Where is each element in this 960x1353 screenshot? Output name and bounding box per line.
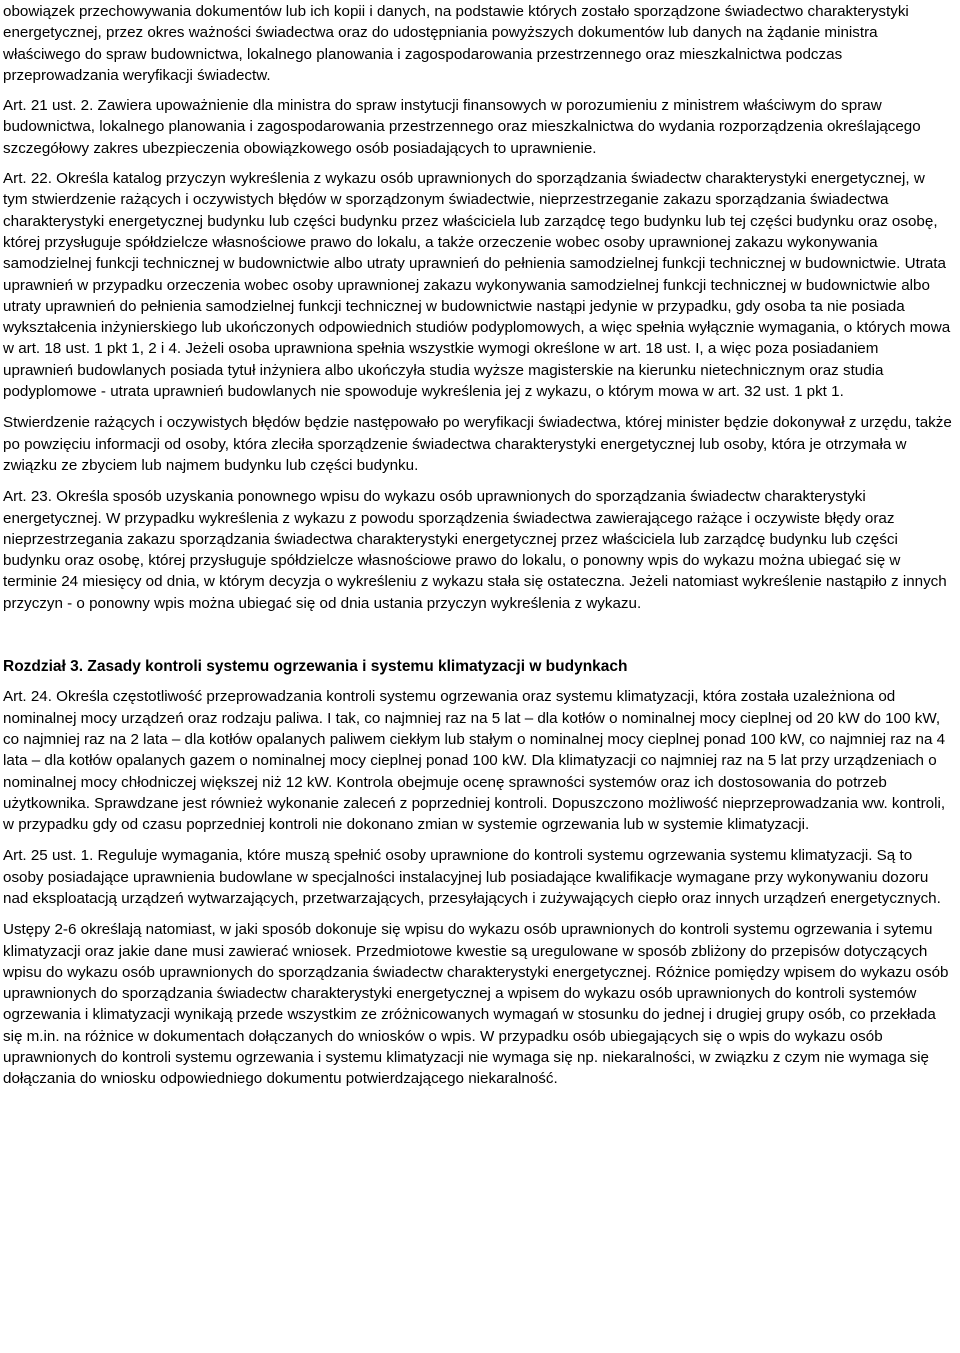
paragraph-storage-obligation: obowiązek przechowywania dokumentów lub ich kopii i danych, na podstawie których zostało sporządzone świadectwo charakterystyki energetycznej, przez okres ważności świadectwa oraz do udostępniania powyższych dokumentów lub danych na żądanie ministra właściwego do spraw budownictwa, lokalnego planowania i zagospodarowania przestrzennego oraz mieszkalnictwa podczas przeprowadzania weryfikacji świadectw. [3, 3, 909, 84]
paragraph-art-24: Art. 24. Określa częstotliwość przeprowadzania kontroli systemu ogrzewania oraz systemu klimatyzacji, która została uzależniona od nominalnej mocy urządzeń oraz rodzaju paliwa. I tak, co najmniej raz na 5 lat – dla kotłów o nominalnej mocy cieplnej od 20 kW do 100 kW, co najmniej raz na 2 lata – dla kotłów opalanych paliwem ciekłym lub stałym o nominalnej mocy cieplnej ponad 100 kW, co najmniej raz na 4 lata – dla kotłów opalanych gazem o nominalnej mocy cieplnej ponad 100 kW. Dla klimatyzacji co najmniej raz na 5 lat przy urządzeniach o nominalnej mocy chłodniczej większej niż 12 kW. Kontrola obejmuje ocenę sprawności systemów oraz ich dostosowania do potrzeb użytkownika. Sprawdzane jest również wykonanie zaleceń z poprzedniej kontroli. Dopuszczono możliwość nieprzeprowadzania ww. kontroli, w przypadku gdy od czasu poprzedniej kontroli nie dokonano zmian w systemie ogrzewania lub w systemie klimatyzacji. [3, 688, 946, 834]
paragraph-gap [3, 86, 952, 95]
paragraph-gap [3, 402, 952, 412]
paragraph-gap [3, 476, 952, 486]
section-heading: Rozdział 3. Zasady kontroli systemu ogrzewania i systemu klimatyzacji w budynkach [3, 658, 628, 676]
paragraph-gap [3, 159, 952, 168]
paragraph-gap [3, 909, 952, 919]
paragraph-errors-verification: Stwierdzenie rażących i oczywistych błędów będzie następowało po weryfikacji świadectwa, której minister będzie dokonywał z urzędu, także po powzięciu informacji od osoby, która zleciła sporządzenie świadectwa charakterystyki energetycznej lub osoby, która je otrzymała w związku ze zbyciem lub najmem budynku lub części budynku. [3, 414, 952, 474]
paragraph-registration: Ustępy 2-6 określają natomiast, w jaki sposób dokonuje się wpisu do wykazu osób uprawnionych do kontroli systemu ogrzewania i sytemu klimatyzacji oraz jakie dane musi zawierać wniosek. Przedmiotowe kwestie są uregulowane w sposób zbliżony do przepisów dotyczących wpisu do wykazu osób uprawnionych do sporządzania świadectw charakterystyki energetycznej. Różnice pomiędzy wpisem do wykazu osób uprawnionych do sporządzania świadectw charakterystyki energetycznej a wpisem do wykazu osób uprawnionych do kontroli systemów ogrzewania i klimatyzacji wynikają przede wszystkim ze zróżnicowanych wymagań w stosunku do jednej i drugiej grupy osób, co przekłada się m.in. na różnice w dokumentach dołączanych do wniosków o wpis. W przypadku osób ubiegających się o wpis do wykazu osób uprawnionych do kontroli systemu ogrzewania i systemu klimatyzacji nie wymaga się np. niekaralności, w związku z czym nie wymaga się dołączania do wniosku odpowiedniego dokumentu potwierdzającego niekaralność. [3, 921, 949, 1088]
section-gap [3, 614, 952, 656]
paragraph-gap [3, 677, 952, 686]
paragraph-art-22: Art. 22. Określa katalog przyczyn wykreślenia z wykazu osób uprawnionych do sporządzania świadectw charakterystyki energetycznej, w tym stwierdzenie rażących i oczywistych błędów w sporządzonym świadectwie, nieprzestrzeganie zakazu sporządzania świadectwa charakterystyki energetycznej budynku lub części budynku przez właściciela lub zarządcę tego budynku lub tej części budynku oraz osobę, której przysługuje spółdzielcze własnościowe prawo do lokalu, a także orzeczenie wobec osoby uprawnionej zakazu wykonywania samodzielnej funkcji technicznej w budownictwie albo utraty uprawnień do pełnienia samodzielnej funkcji technicznej w budownictwie. Utrata uprawnień w przypadku orzeczenia wobec osoby uprawnionej zakazu wykonywania samodzielnej funkcji technicznej w budownictwie albo utraty uprawnień do pełnienia samodzielnej funkcji technicznej w budownictwie nastąpi jedynie w przypadku, gdy osoba ta nie posiada wykształcenia inżynierskiego lub ukończonych odpowiednich studiów podyplomowych, a więc spełnia wyłącznie wymagania, o których mowa w art. 18 ust. 1 pkt 1, 2 i 4. Jeżeli osoba uprawniona spełnia wszystkie wymogi określone w art. 18 ust. I, a więc poza posiadaniem uprawnień budowlanych posiada tytuł inżyniera albo ukończyła studia wyższe magisterskie na kierunku nietechnicznym oraz studia podyplomowe - utrata uprawnień budowlanych nie spowoduje wykreślenia jej z wykazu, o którym mowa w art. 32 ust. 1 pkt 1. [3, 170, 951, 401]
paragraph-gap [3, 835, 952, 845]
paragraph-art-23: Art. 23. Określa sposób uzyskania ponownego wpisu do wykazu osób uprawnionych do sporządzania świadectw charakterystyki energetycznej. W przypadku wykreślenia z wykazu z powodu sporządzenia świadectwa zawierającego rażące i oczywiste błędy oraz nieprzestrzegania zakazu sporządzania świadectwa charakterystyki energetycznej przez właściciela lub zarządcę budynku lub części budynku oraz osobę, której przysługuje spółdzielcze własnościowe prawo do lokalu, o ponowny wpis do wykazu można ubiegać się w terminie 24 miesięcy od dnia, w którym decyzja o wykreśleniu z wykazu stała się ostateczna. Jeżeli natomiast wykreślenie nastąpiło z innych przyczyn - o ponowny wpis można ubiegać się od dnia ustania przyczyn wykreślenia z wykazu. [3, 488, 947, 612]
paragraph-art-21: Art. 21 ust. 2. Zawiera upoważnienie dla ministra do spraw instytucji finansowych w porozumieniu z ministrem właściwym do spraw budownictwa, lokalnego planowania i zagospodarowania przestrzennego oraz mieszkalnictwa do wydania rozporządzenia określającego szczegółowy zakres ubezpieczenia obowiązkowego osób posiadających to uprawnienie. [3, 97, 921, 157]
paragraph-art-25: Art. 25 ust. 1. Reguluje wymagania, które muszą spełnić osoby uprawnione do kontroli systemu ogrzewania systemu klimatyzacji. Są to osoby posiadające uprawnienia budowlane w specjalności instalacyjnej lub posiadające kwalifikacje wymagane przy wykonywaniu dozoru nad eksploatacją urządzeń wytwarzających, przetwarzających, przesyłających i zużywających ciepło oraz innych urządzeń energetycznych. [3, 847, 941, 907]
